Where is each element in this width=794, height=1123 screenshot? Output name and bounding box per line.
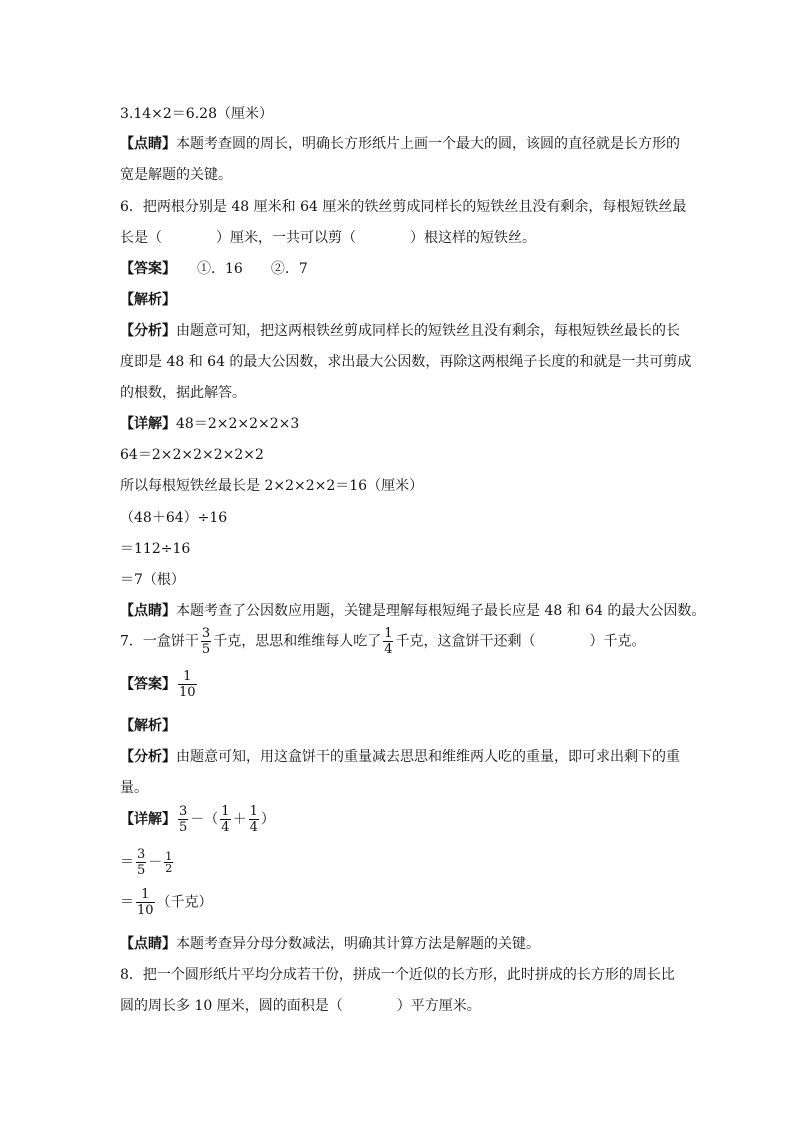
fraction-denominator: 10 — [137, 903, 154, 918]
analysis-tag: 【分析】 — [120, 323, 176, 339]
fraction-numerator: 1 — [384, 626, 393, 641]
analysis-6 — [120, 321, 680, 341]
analysis-6-cont: 度即是 48 和 64 的最大公因数，求出最大公因数，再除这两根绳子长度的和就是一共可剪成 — [120, 354, 692, 370]
question-6-cont — [120, 228, 536, 248]
analysis-7-cont: 量。 — [120, 780, 148, 796]
analysis-tag: 【分析】 — [120, 749, 176, 765]
q7-text-4: ）千克。 — [589, 633, 646, 650]
analysis-heading: 【解析】 — [120, 292, 176, 308]
comment-tag: 【点睛】 — [120, 936, 176, 952]
q7-text-2: 千克，思思和维维每人吃了 — [213, 633, 382, 650]
comment-7 — [120, 934, 540, 954]
question-8-cont — [120, 996, 481, 1016]
analysis-7 — [120, 747, 680, 767]
fraction-denominator: 4 — [249, 820, 258, 835]
analysis-text: 由题意可知，用这盒饼干的重量减去思思和维维两人吃的重量，即可求出剩下的重 — [176, 749, 680, 765]
fraction-numerator: 1 — [249, 804, 258, 819]
comment-text: 本题考查了公因数应用题，关键是理解每根短绳子最长应是 48 和 64 的最大公因数。 — [176, 603, 706, 619]
detail-tag: 【详解】 — [120, 811, 176, 828]
comment-6 — [120, 601, 705, 621]
operator: ＝ — [120, 854, 134, 871]
fraction-numerator: 1 — [165, 850, 173, 863]
analysis-heading: 【解析】 — [120, 718, 176, 734]
detail-6-line: ＝112÷16 — [120, 541, 191, 557]
fraction — [136, 847, 146, 878]
answer-7 — [120, 669, 199, 700]
answer-tag: 【答案】 — [120, 261, 169, 277]
operator: ＝ — [120, 894, 134, 911]
fraction — [178, 669, 197, 700]
comment-line — [120, 134, 680, 154]
fraction-numerator: 3 — [201, 626, 211, 641]
question-7 — [120, 626, 645, 657]
fraction-denominator: 5 — [201, 642, 211, 657]
comment-line-cont: 宽是解题的关键。 — [120, 167, 232, 183]
detail-6-line: 64＝2×2×2×2×2×2 — [120, 447, 264, 463]
q8-text-1: 圆的周长多 10 厘米，圆的面积是（ — [120, 998, 343, 1014]
detail-7 — [120, 804, 275, 835]
q7-text-1: 7．一盒饼干 — [120, 633, 199, 650]
detail-7-line — [120, 847, 175, 878]
q6-text-3: ）根这样的短铁丝。 — [410, 230, 536, 246]
q8-text-2: ）平方厘米。 — [396, 998, 481, 1014]
operator: －（ — [190, 811, 219, 828]
detail-6-line: ＝7（根） — [120, 572, 185, 588]
calc-line: 3.14×2＝6.28（厘米） — [120, 106, 273, 122]
comment-tag: 【点睛】 — [120, 136, 176, 152]
fraction-numerator: 3 — [137, 847, 146, 862]
fraction — [249, 804, 259, 835]
operator: ＋ — [232, 811, 247, 828]
comment-tag: 【点睛】 — [120, 603, 176, 619]
detail-6-line: 所以每根短铁丝最长是 2×2×2×2＝16（厘米） — [120, 478, 424, 494]
fraction-numerator: 1 — [221, 804, 230, 819]
q7-text-3: 千克，这盒饼干还剩（ — [395, 633, 536, 650]
fraction-denominator: 4 — [384, 642, 393, 657]
detail-7-line — [120, 887, 213, 918]
detail-6-line: （48＋64）÷16 — [120, 510, 228, 526]
question-6: 6．把两根分别是 48 厘米和 64 厘米的铁丝剪成同样长的短铁丝且没有剩余，每根短铁丝最 — [120, 199, 687, 215]
question-8: 8．把一个圆形纸片平均分成若干份，拼成一个近似的长方形，此时拼成的长方形的周长比 — [120, 967, 675, 983]
detail-6 — [120, 414, 299, 434]
comment-text: 本题考查异分母分数减法，明确其计算方法是解题的关键。 — [176, 936, 540, 952]
analysis-6-cont: 的根数，据此解答。 — [120, 385, 246, 401]
operator: ） — [260, 811, 275, 828]
answer-tag: 【答案】 — [120, 676, 176, 693]
fraction-numerator: 3 — [179, 804, 188, 819]
fraction — [383, 626, 393, 657]
fraction-denominator: 4 — [221, 820, 230, 835]
fraction — [136, 887, 155, 918]
fraction — [164, 851, 173, 874]
fraction-denominator: 10 — [179, 685, 196, 700]
fraction-denominator: 2 — [165, 862, 173, 875]
unit-text: （千克） — [156, 894, 213, 911]
analysis-text: 由题意可知，把这两根铁丝剪成同样长的短铁丝且没有剩余，每根短铁丝最长的长 — [176, 323, 680, 339]
comment-text: 本题考查圆的周长，明确长方形纸片上画一个最大的圆，该圆的直径就是长方形的 — [176, 136, 680, 152]
answer-text: ①．16 ②．7 — [197, 261, 308, 277]
q6-text-1: 长是（ — [120, 230, 162, 246]
q6-text-2: ）厘米，一共可以剪（ — [216, 230, 356, 246]
fraction — [178, 804, 188, 835]
detail-tag: 【详解】 — [120, 416, 176, 432]
fraction — [201, 626, 211, 657]
fraction-numerator: 1 — [136, 887, 155, 903]
detail-text: 48＝2×2×2×2×3 — [176, 416, 300, 432]
fraction-numerator: 1 — [178, 669, 197, 685]
operator: － — [148, 854, 163, 871]
fraction-denominator: 5 — [179, 820, 188, 835]
fraction — [220, 804, 230, 835]
answer-6 — [120, 259, 308, 279]
fraction-denominator: 5 — [137, 863, 146, 878]
